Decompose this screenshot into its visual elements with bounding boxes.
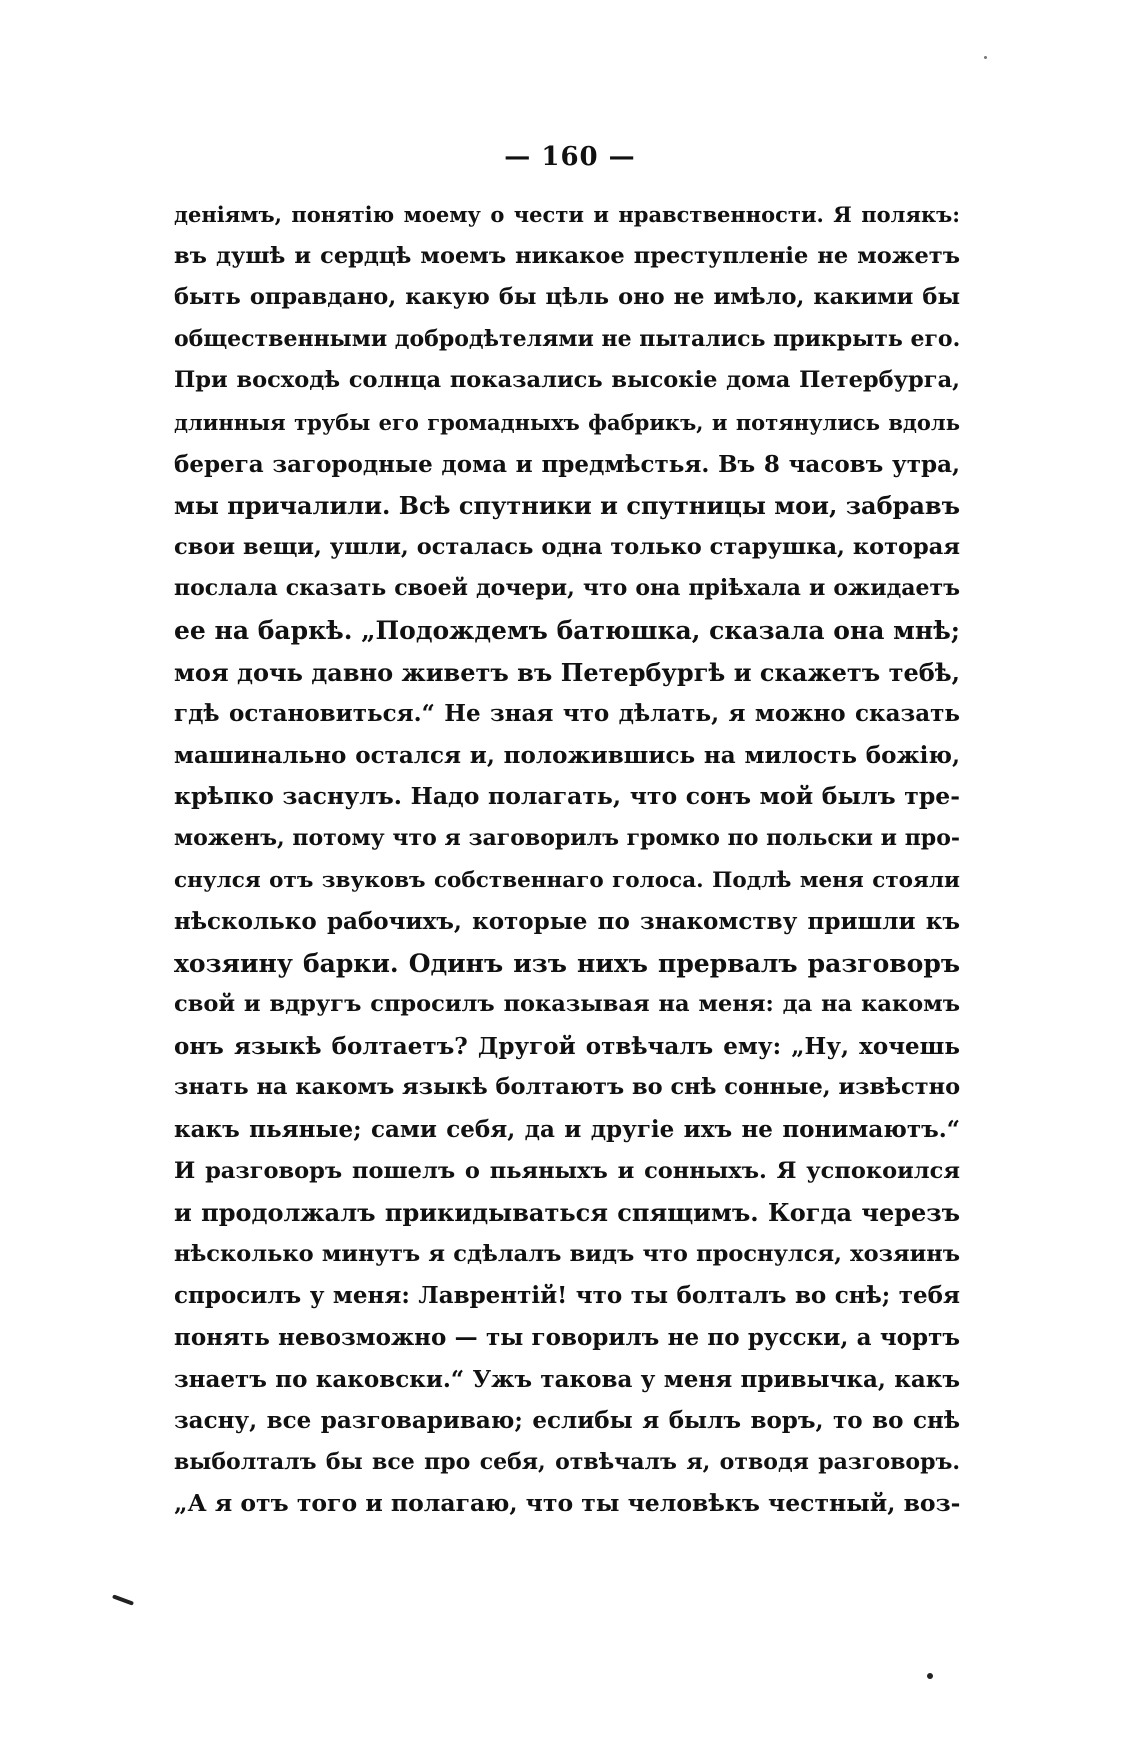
text-line: свой и вдругъ спросилъ показывая на меня: да на какомъ (174, 991, 960, 1018)
text-line: засну, все разговариваю; еслибы я былъ воръ, то во снѣ (174, 1407, 960, 1435)
text-line: берега загородные дома и предмѣстья. Въ 8 часовъ утра, (174, 450, 960, 478)
text-line: понять невозможно — ты говорилъ не по русски, а чортъ (174, 1324, 960, 1352)
text-line: онъ языкѣ болтаетъ? Другой отвѣчалъ ему: „Ну, хочешь (174, 1032, 960, 1060)
text-line: послала сказать своей дочери, что она пріѣхала и ожидаетъ (174, 575, 960, 602)
text-line: снулся отъ звуковъ собственнаго голоса. Подлѣ меня стояли (174, 867, 960, 893)
text-line: какъ пьяные; сами себя, да и другіе ихъ не понимаютъ.“ (174, 1116, 960, 1144)
text-line: гдѣ остановиться.“ Не зная что дѣлать, я можно сказать (174, 700, 960, 728)
text-line: знаетъ по каковски.“ Ужъ такова у меня привычка, какъ (174, 1365, 960, 1393)
text-line: ее на баркѣ. „Подождемъ батюшка, сказала она мнѣ; (174, 615, 960, 645)
text-line: моженъ, потому что я заговорилъ громко по польски и про- (174, 824, 960, 851)
scan-dot (927, 1673, 933, 1679)
text-line: длинныя трубы его громадныхъ фабрикъ, и потянулись вдоль (174, 409, 960, 435)
text-body (174, 194, 960, 1525)
text-line: мы причалили. Всѣ спутники и спутницы мои, забравъ (174, 491, 960, 521)
scan-mark (112, 1594, 134, 1605)
text-line: нѣсколько рабочихъ, которые по знакомству пришли къ (174, 908, 960, 936)
text-line: общественными добродѣтелями не пытались прикрыть его. (174, 325, 960, 352)
text-line: моя дочь давно живетъ въ Петербургѣ и скажетъ тебѣ, (174, 657, 960, 687)
text-line: и продолжалъ прикидываться спящимъ. Когда черезъ (174, 1198, 960, 1228)
scan-dot (984, 56, 987, 59)
text-line: нѣсколько минутъ я сдѣлалъ видъ что проснулся, хозяинъ (174, 1240, 960, 1267)
text-line: машинально остался и, положившись на милость божію, (174, 741, 960, 769)
text-line: спросилъ у меня: Лаврентій! что ты болталъ во снѣ; тебя (174, 1282, 960, 1310)
text-line: въ душѣ и сердцѣ моемъ никакое преступленіе не можетъ (174, 242, 960, 269)
text-line: „А я отъ того и полагаю, что ты человѣкъ честный, воз- (174, 1489, 960, 1518)
text-line: При восходѣ солнца показались высокіе дома Петербурга, (174, 367, 960, 394)
text-line: быть оправдано, какую бы цѣль оно не имѣло, какими бы (174, 284, 960, 311)
page-number: — 160 — (504, 142, 636, 172)
text-line: И разговоръ пошелъ о пьяныхъ и сонныхъ. Я успокоился (174, 1157, 960, 1184)
text-line: хозяину барки. Одинъ изъ нихъ прервалъ разговоръ (174, 948, 960, 978)
text-line: крѣпко заснулъ. Надо полагать, что сонъ мой былъ тре- (174, 782, 960, 811)
text-line: свои вещи, ушли, осталась одна только старушка, которая (174, 533, 960, 560)
text-line: знать на какомъ языкѣ болтаютъ во снѣ сонные, извѣстно (174, 1074, 960, 1101)
text-line: выболталъ бы все про себя, отвѣчалъ я, отводя разговоръ. (174, 1448, 960, 1475)
text-line: деніямъ, понятію моему о чести и нравственности. Я полякъ: (174, 202, 960, 227)
